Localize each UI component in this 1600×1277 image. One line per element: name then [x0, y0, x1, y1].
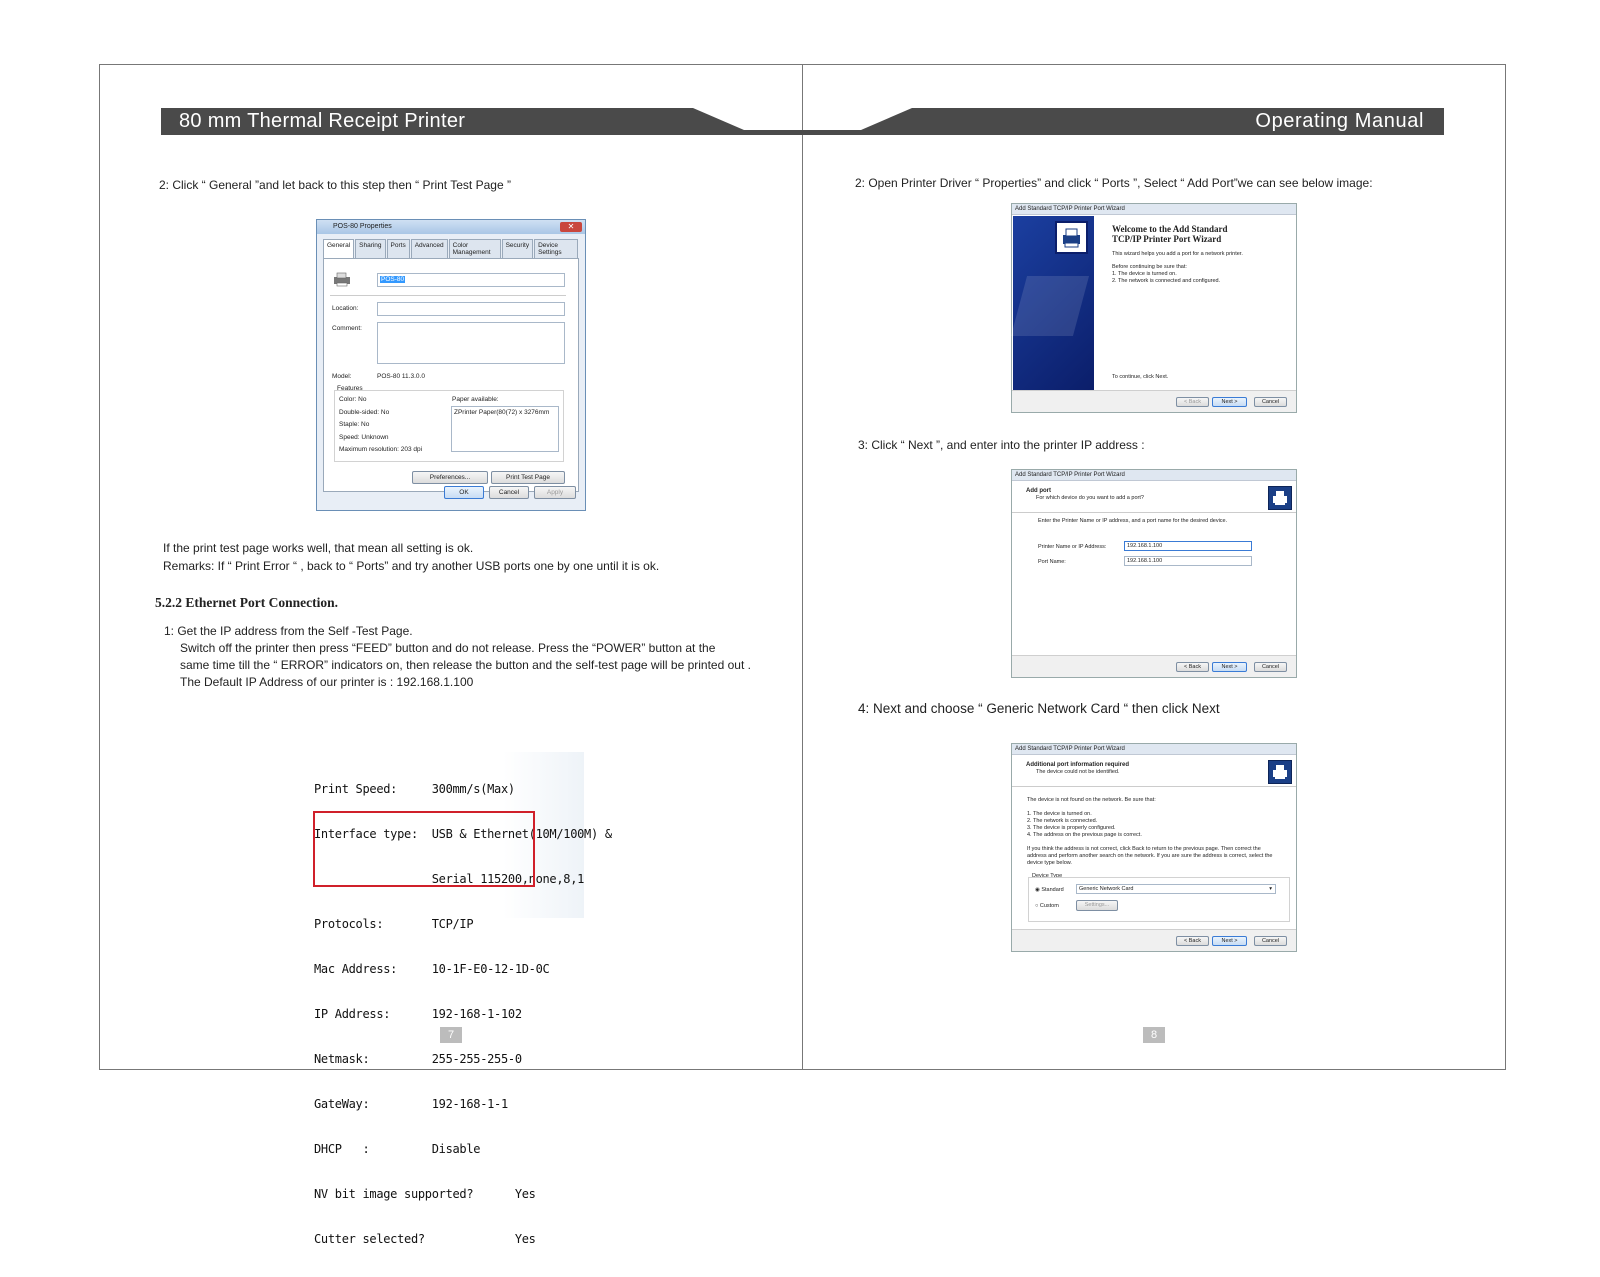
receipt-line: Netmask: 255-255-255-0 [314, 1052, 522, 1066]
tab-color-management[interactable]: Color Management [449, 239, 501, 258]
wizard-printer-icon [1055, 221, 1088, 254]
step1-line2: Switch off the printer then press “FEED” button and do not release. Press the “POWER” button at the [180, 641, 716, 655]
header-right-title: Operating Manual [1255, 110, 1424, 132]
wizard-footer [1012, 929, 1296, 951]
separator [1012, 512, 1296, 513]
dialog-title: POS-80 Properties [333, 223, 392, 230]
tab-general[interactable]: General [323, 239, 354, 258]
standard-radio[interactable]: ◉ Standard [1035, 887, 1064, 893]
section-heading: 5.2.2 Ethernet Port Connection. [155, 595, 338, 610]
wizard-before: Before continuing be sure that: [1112, 264, 1187, 270]
feature-staple: Staple: No [339, 421, 370, 428]
paper-list[interactable] [451, 406, 559, 452]
wizard-item-2: 2. The network is connected and configured. [1112, 278, 1221, 284]
wizard-subheading: The device could not be identified. [1036, 769, 1120, 775]
settings-button[interactable]: Settings... [1076, 900, 1118, 911]
tab-advanced[interactable]: Advanced [411, 239, 448, 258]
location-label: Location: [332, 305, 359, 312]
network-info-highlight [313, 811, 535, 887]
printer-icon [332, 271, 352, 287]
apply-button[interactable]: Apply [534, 486, 576, 499]
wizard-heading-2: TCP/IP Printer Port Wizard [1112, 234, 1222, 244]
checklist-item: 2. The network is connected. [1027, 818, 1098, 824]
receipt-line: Protocols: TCP/IP [314, 917, 474, 931]
wizard-welcome [1011, 203, 1297, 413]
paper-list-item[interactable]: ZPrinter Paper(80(72) x 3276mm [454, 409, 550, 416]
receipt-line: NV bit image supported? Yes [314, 1187, 536, 1201]
ip-address-label: Printer Name or IP Address: [1038, 544, 1107, 550]
page-divider [802, 64, 803, 1070]
wizard-printer-icon [1268, 760, 1292, 784]
feature-max-resolution: Maximum resolution: 203 dpi [339, 446, 423, 453]
model-label: Model: [332, 373, 352, 380]
close-icon[interactable]: ✕ [560, 222, 582, 232]
cancel-button[interactable]: Cancel [1254, 936, 1287, 946]
left-step2-text: 2: Click “ General ”and let back to this step then “ Print Test Page ” [159, 178, 511, 192]
comment-field[interactable] [377, 322, 565, 364]
dialog-titlebar [317, 220, 585, 234]
separator [330, 295, 566, 296]
device-type-select[interactable] [1076, 884, 1276, 894]
tab-ports[interactable]: Ports [387, 239, 410, 258]
feature-speed: Speed: Unknown [339, 434, 389, 441]
printer-name-value: POS-80 [381, 276, 405, 283]
wizard-heading: Additional port information required [1026, 762, 1129, 768]
help-paragraph-1: If you think the address is not correct, click Back to return to the previous page. Then correct the [1027, 846, 1261, 852]
wizard-banner [1013, 216, 1094, 390]
self-test-printout [314, 752, 612, 1246]
properties-dialog [316, 219, 586, 511]
right-step4-text: 4: Next and choose “ Generic Network Card “ then click Next [858, 701, 1220, 716]
wizard-title: Add Standard TCP/IP Printer Port Wizard [1012, 204, 1296, 215]
comment-label: Comment: [332, 325, 362, 332]
checklist-item: 4. The address on the previous page is correct. [1027, 832, 1142, 838]
receipt-line: Mac Address: 10-1F-E0-12-1D-0C [314, 962, 550, 976]
step1-line1: 1: Get the IP address from the Self -Test Page. [164, 624, 413, 638]
ip-address-input[interactable]: 192.168.1.100 [1124, 541, 1252, 551]
tab-sharing[interactable]: Sharing [355, 239, 385, 258]
cancel-button[interactable]: Cancel [1254, 397, 1287, 407]
checklist-item: 1. The device is turned on. [1027, 811, 1092, 817]
not-found-text: The device is not found on the network. Be sure that: [1027, 797, 1156, 803]
separator [1012, 786, 1296, 787]
paper-available-label: Paper available: [452, 396, 499, 403]
port-name-input[interactable]: 192.168.1.100 [1124, 556, 1252, 566]
next-button[interactable]: Next > [1212, 936, 1247, 946]
wizard-heading: Add port [1026, 488, 1051, 494]
receipt-line: GateWay: 192-168-1-1 [314, 1097, 508, 1111]
wizard-subheading: For which device do you want to add a port? [1036, 495, 1144, 501]
ok-button[interactable]: OK [444, 486, 484, 499]
feature-double-sided: Double-sided: No [339, 409, 390, 416]
note-test-ok: If the print test page works well, that mean all setting is ok. [163, 541, 474, 555]
dialog-tabs [323, 239, 579, 258]
port-name-label: Port Name: [1038, 559, 1066, 565]
next-button[interactable]: Next > [1212, 397, 1247, 407]
wizard-footer [1012, 390, 1296, 412]
wizard-continue: To continue, click Next. [1112, 374, 1169, 380]
model-value: POS-80 11.3.0.0 [377, 373, 425, 380]
page-number-left: 7 [440, 1027, 462, 1043]
receipt-line: Print Speed: 300mm/s(Max) [314, 782, 515, 796]
receipt-line: Cutter selected? Yes [314, 1232, 536, 1246]
receipt-line: IP Address: 192-168-1-102 [314, 1007, 522, 1021]
print-test-page-button[interactable]: Print Test Page [491, 471, 565, 484]
header-left-title: 80 mm Thermal Receipt Printer [179, 110, 466, 132]
wizard-additional-info [1011, 743, 1297, 952]
back-button[interactable]: < Back [1176, 936, 1209, 946]
wizard-item-1: 1. The device is turned on. [1112, 271, 1177, 277]
custom-label: Custom [1039, 903, 1059, 909]
location-field[interactable] [377, 302, 565, 316]
standard-label: Standard [1041, 887, 1064, 893]
wizard-add-port [1011, 469, 1297, 678]
custom-radio[interactable]: ○ Custom [1035, 903, 1059, 909]
wizard-instruction: Enter the Printer Name or IP address, and a port name for the desired device. [1038, 518, 1228, 524]
tab-device-settings[interactable]: Device Settings [534, 239, 578, 258]
tab-security[interactable]: Security [502, 239, 533, 258]
cancel-button[interactable]: Cancel [1254, 662, 1287, 672]
step1-line3: same time till the “ ERROR” indicators on, then release the button and the self-test page will be printed out . [180, 658, 751, 672]
receipt-line: Serial 115200,none,8,1 [314, 872, 585, 886]
feature-color: Color: No [339, 396, 367, 403]
next-button[interactable]: Next > [1212, 662, 1247, 672]
receipt-line: Interface type: USB & Ethernet(10M/100M) & [314, 827, 612, 841]
chevron-down-icon: ▾ [1269, 886, 1272, 892]
wizard-footer [1012, 655, 1296, 677]
banner-shape [1011, 276, 1089, 336]
wizard-printer-icon [1268, 486, 1292, 510]
page-number-right: 8 [1143, 1027, 1165, 1043]
right-step3-text: 3: Click “ Next ”, and enter into the printer IP address : [858, 438, 1145, 452]
wizard-title: Add Standard TCP/IP Printer Port Wizard [1012, 470, 1296, 481]
back-button[interactable]: < Back [1176, 662, 1209, 672]
step1-line4: The Default IP Address of our printer is : 192.168.1.100 [180, 675, 474, 689]
note-remarks: Remarks: If “ Print Error “ , back to “ Ports” and try another USB ports one by one until it is ok. [163, 559, 660, 573]
help-paragraph-3: device type below. [1027, 860, 1072, 866]
features-label: Features [337, 385, 363, 392]
printer-name-field[interactable] [377, 273, 565, 287]
wizard-title: Add Standard TCP/IP Printer Port Wizard [1012, 744, 1296, 755]
help-paragraph-2: address and perform another search on the network. If you are sure the address is correct, select the [1027, 853, 1273, 859]
receipt-line: DHCP : Disable [314, 1142, 481, 1156]
right-step2-text: 2: Open Printer Driver “ Properties” and click “ Ports ”, Select “ Add Port”we can see below image: [855, 176, 1373, 190]
checklist-item: 3. The device is properly configured. [1027, 825, 1116, 831]
general-tab-panel [323, 258, 579, 492]
device-type-value: Generic Network Card [1079, 886, 1134, 892]
device-type-label: Device Type [1032, 873, 1063, 879]
back-button[interactable]: < Back [1176, 397, 1209, 407]
preferences-button[interactable]: Preferences... [412, 471, 488, 484]
wizard-intro: This wizard helps you add a port for a network printer. [1112, 251, 1243, 257]
wizard-heading-1: Welcome to the Add Standard [1112, 224, 1228, 234]
cancel-button[interactable]: Cancel [489, 486, 529, 499]
